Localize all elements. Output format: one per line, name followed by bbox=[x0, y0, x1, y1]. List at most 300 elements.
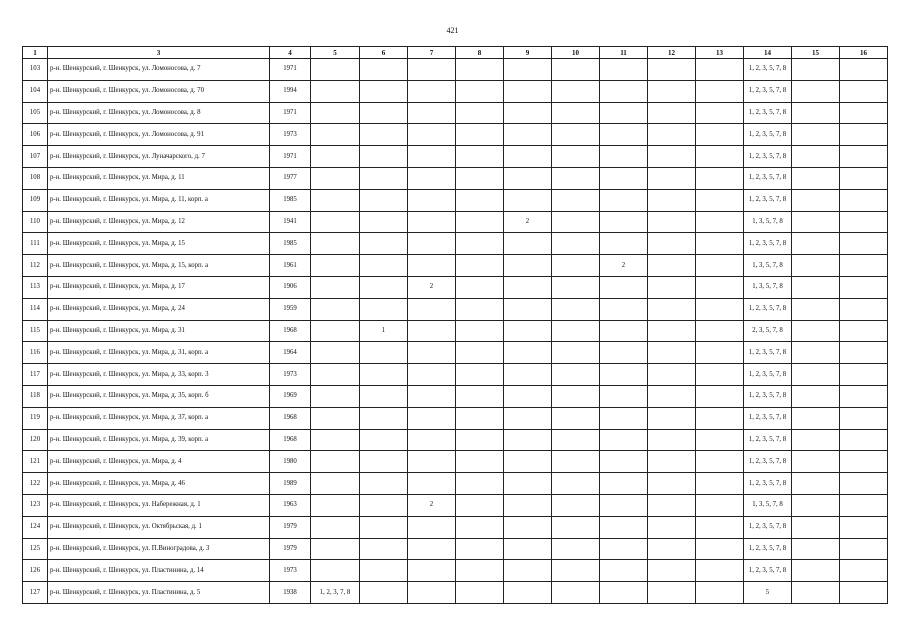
col14-cell: 1, 2, 3, 5, 7, 8 bbox=[744, 429, 792, 451]
col5-cell bbox=[311, 494, 360, 516]
col14-cell: 1, 2, 3, 5, 7, 8 bbox=[744, 560, 792, 582]
col16-cell bbox=[840, 516, 888, 538]
col7-cell bbox=[408, 146, 456, 168]
col12-cell bbox=[648, 560, 696, 582]
col8-cell bbox=[456, 342, 504, 364]
year-cell: 1971 bbox=[270, 59, 311, 81]
col14-cell: 1, 2, 3, 5, 7, 8 bbox=[744, 538, 792, 560]
col13-cell bbox=[696, 494, 744, 516]
col9-cell bbox=[504, 342, 552, 364]
col6-cell bbox=[360, 124, 408, 146]
col7-cell bbox=[408, 167, 456, 189]
col5-cell bbox=[311, 385, 360, 407]
col5-cell bbox=[311, 276, 360, 298]
col11-cell bbox=[600, 146, 648, 168]
col16-cell bbox=[840, 146, 888, 168]
col9-cell bbox=[504, 189, 552, 211]
col6-cell bbox=[360, 538, 408, 560]
col14-cell: 1, 2, 3, 5, 7, 8 bbox=[744, 80, 792, 102]
col11-cell bbox=[600, 59, 648, 81]
year-cell: 1971 bbox=[270, 102, 311, 124]
col8-cell bbox=[456, 59, 504, 81]
col16-cell bbox=[840, 364, 888, 386]
row-number-cell: 126 bbox=[23, 560, 48, 582]
col10-cell bbox=[552, 516, 600, 538]
address-cell: р-н. Шенкурский, г. Шенкурск, ул. Мира, д. 46 bbox=[48, 473, 270, 495]
table-row bbox=[23, 59, 888, 81]
col5-cell bbox=[311, 560, 360, 582]
col11-cell bbox=[600, 494, 648, 516]
col10-cell bbox=[552, 342, 600, 364]
col9-cell bbox=[504, 407, 552, 429]
column-header: 10 bbox=[552, 47, 600, 59]
col9-cell bbox=[504, 560, 552, 582]
col12-cell bbox=[648, 255, 696, 277]
table-row bbox=[23, 167, 888, 189]
col10-cell bbox=[552, 298, 600, 320]
col9-cell bbox=[504, 320, 552, 342]
table-row bbox=[23, 276, 888, 298]
col14-cell: 1, 2, 3, 5, 7, 8 bbox=[744, 364, 792, 386]
col7-cell bbox=[408, 124, 456, 146]
col8-cell bbox=[456, 364, 504, 386]
col15-cell bbox=[792, 102, 840, 124]
address-cell: р-н. Шенкурский, г. Шенкурск, ул. Ломоносова, д. 7 bbox=[48, 59, 270, 81]
col15-cell bbox=[792, 407, 840, 429]
column-header: 8 bbox=[456, 47, 504, 59]
col16-cell bbox=[840, 298, 888, 320]
row-number-cell: 116 bbox=[23, 342, 48, 364]
col5-cell bbox=[311, 298, 360, 320]
col13-cell bbox=[696, 233, 744, 255]
address-cell: р-н. Шенкурский, г. Шенкурск, ул. Пластинина, д. 14 bbox=[48, 560, 270, 582]
col15-cell bbox=[792, 233, 840, 255]
col5-cell bbox=[311, 473, 360, 495]
col8-cell bbox=[456, 233, 504, 255]
col7-cell bbox=[408, 364, 456, 386]
col16-cell bbox=[840, 189, 888, 211]
col7-cell bbox=[408, 385, 456, 407]
col10-cell bbox=[552, 494, 600, 516]
col7-cell bbox=[408, 102, 456, 124]
col11-cell bbox=[600, 124, 648, 146]
col16-cell bbox=[840, 429, 888, 451]
col12-cell bbox=[648, 233, 696, 255]
col5-cell bbox=[311, 211, 360, 233]
col6-cell: 1 bbox=[360, 320, 408, 342]
col15-cell bbox=[792, 364, 840, 386]
address-cell: р-н. Шенкурский, г. Шенкурск, ул. Октябрьская, д. 1 bbox=[48, 516, 270, 538]
col15-cell bbox=[792, 124, 840, 146]
col15-cell bbox=[792, 451, 840, 473]
table-row bbox=[23, 516, 888, 538]
col11-cell bbox=[600, 276, 648, 298]
table-row bbox=[23, 538, 888, 560]
col14-cell: 1, 2, 3, 5, 7, 8 bbox=[744, 189, 792, 211]
col9-cell bbox=[504, 494, 552, 516]
col13-cell bbox=[696, 364, 744, 386]
col8-cell bbox=[456, 516, 504, 538]
col12-cell bbox=[648, 102, 696, 124]
col14-cell: 1, 2, 3, 5, 7, 8 bbox=[744, 102, 792, 124]
col6-cell bbox=[360, 429, 408, 451]
col11-cell bbox=[600, 582, 648, 604]
col11-cell bbox=[600, 385, 648, 407]
col16-cell bbox=[840, 255, 888, 277]
row-number-cell: 119 bbox=[23, 407, 48, 429]
col9-cell bbox=[504, 167, 552, 189]
col6-cell bbox=[360, 385, 408, 407]
col12-cell bbox=[648, 146, 696, 168]
col16-cell bbox=[840, 582, 888, 604]
col10-cell bbox=[552, 124, 600, 146]
col15-cell bbox=[792, 146, 840, 168]
page-number: 421 bbox=[446, 26, 459, 35]
col14-cell: 1, 2, 3, 5, 7, 8 bbox=[744, 516, 792, 538]
col7-cell bbox=[408, 342, 456, 364]
year-cell: 1985 bbox=[270, 189, 311, 211]
col16-cell bbox=[840, 385, 888, 407]
row-number-cell: 105 bbox=[23, 102, 48, 124]
row-number-cell: 109 bbox=[23, 189, 48, 211]
col5-cell bbox=[311, 167, 360, 189]
col6-cell bbox=[360, 80, 408, 102]
year-cell: 1977 bbox=[270, 167, 311, 189]
col13-cell bbox=[696, 298, 744, 320]
table-body bbox=[23, 59, 888, 604]
col10-cell bbox=[552, 167, 600, 189]
col12-cell bbox=[648, 429, 696, 451]
col8-cell bbox=[456, 407, 504, 429]
col15-cell bbox=[792, 59, 840, 81]
col8-cell bbox=[456, 429, 504, 451]
col10-cell bbox=[552, 80, 600, 102]
col7-cell bbox=[408, 473, 456, 495]
column-header: 3 bbox=[48, 47, 270, 59]
col5-cell bbox=[311, 80, 360, 102]
row-number-cell: 110 bbox=[23, 211, 48, 233]
col6-cell bbox=[360, 342, 408, 364]
table-row bbox=[23, 494, 888, 516]
col7-cell: 2 bbox=[408, 494, 456, 516]
col11-cell bbox=[600, 102, 648, 124]
col13-cell bbox=[696, 342, 744, 364]
col15-cell bbox=[792, 255, 840, 277]
col7-cell bbox=[408, 80, 456, 102]
col13-cell bbox=[696, 516, 744, 538]
col14-cell: 1, 2, 3, 5, 7, 8 bbox=[744, 407, 792, 429]
col13-cell bbox=[696, 276, 744, 298]
col14-cell: 1, 3, 5, 7, 8 bbox=[744, 255, 792, 277]
col6-cell bbox=[360, 233, 408, 255]
col5-cell bbox=[311, 516, 360, 538]
col15-cell bbox=[792, 429, 840, 451]
address-cell: р-н. Шенкурский, г. Шенкурск, ул. Набережная, д. 1 bbox=[48, 494, 270, 516]
address-cell: р-н. Шенкурский, г. Шенкурск, ул. Мира, д. 4 bbox=[48, 451, 270, 473]
col14-cell: 1, 3, 5, 7, 8 bbox=[744, 494, 792, 516]
col16-cell bbox=[840, 102, 888, 124]
col14-cell: 1, 2, 3, 5, 7, 8 bbox=[744, 385, 792, 407]
row-number-cell: 124 bbox=[23, 516, 48, 538]
col16-cell bbox=[840, 211, 888, 233]
table-row bbox=[23, 582, 888, 604]
col7-cell bbox=[408, 189, 456, 211]
col5-cell bbox=[311, 407, 360, 429]
table-row bbox=[23, 102, 888, 124]
col8-cell bbox=[456, 538, 504, 560]
column-header: 4 bbox=[270, 47, 311, 59]
col13-cell bbox=[696, 102, 744, 124]
col11-cell: 2 bbox=[600, 255, 648, 277]
col7-cell: 2 bbox=[408, 276, 456, 298]
col8-cell bbox=[456, 189, 504, 211]
year-cell: 1989 bbox=[270, 473, 311, 495]
col15-cell bbox=[792, 167, 840, 189]
col6-cell bbox=[360, 407, 408, 429]
col12-cell bbox=[648, 342, 696, 364]
row-number-cell: 127 bbox=[23, 582, 48, 604]
address-cell: р-н. Шенкурский, г. Шенкурск, ул. Мира, д. 12 bbox=[48, 211, 270, 233]
col5-cell bbox=[311, 146, 360, 168]
col11-cell bbox=[600, 189, 648, 211]
col14-cell: 1, 2, 3, 5, 7, 8 bbox=[744, 59, 792, 81]
col9-cell bbox=[504, 255, 552, 277]
table-row bbox=[23, 560, 888, 582]
table-row bbox=[23, 342, 888, 364]
col8-cell bbox=[456, 320, 504, 342]
col8-cell bbox=[456, 276, 504, 298]
row-number-cell: 117 bbox=[23, 364, 48, 386]
table-row bbox=[23, 473, 888, 495]
address-cell: р-н. Шенкурский, г. Шенкурск, ул. Мира, д. 31 bbox=[48, 320, 270, 342]
col13-cell bbox=[696, 255, 744, 277]
col8-cell bbox=[456, 211, 504, 233]
column-header: 6 bbox=[360, 47, 408, 59]
table-row bbox=[23, 298, 888, 320]
col12-cell bbox=[648, 538, 696, 560]
col10-cell bbox=[552, 385, 600, 407]
col8-cell bbox=[456, 473, 504, 495]
column-header: 12 bbox=[648, 47, 696, 59]
col6-cell bbox=[360, 560, 408, 582]
col16-cell bbox=[840, 59, 888, 81]
table-row bbox=[23, 255, 888, 277]
col8-cell bbox=[456, 124, 504, 146]
col6-cell bbox=[360, 59, 408, 81]
col13-cell bbox=[696, 538, 744, 560]
year-cell: 1980 bbox=[270, 451, 311, 473]
year-cell: 1963 bbox=[270, 494, 311, 516]
col7-cell bbox=[408, 407, 456, 429]
col11-cell bbox=[600, 538, 648, 560]
year-cell: 1968 bbox=[270, 429, 311, 451]
col9-cell bbox=[504, 80, 552, 102]
row-number-cell: 114 bbox=[23, 298, 48, 320]
col6-cell bbox=[360, 494, 408, 516]
col15-cell bbox=[792, 582, 840, 604]
row-number-cell: 113 bbox=[23, 276, 48, 298]
address-cell: р-н. Шенкурский, г. Шенкурск, ул. Мира, д. 11 bbox=[48, 167, 270, 189]
col15-cell bbox=[792, 473, 840, 495]
col8-cell bbox=[456, 255, 504, 277]
col6-cell bbox=[360, 276, 408, 298]
col6-cell bbox=[360, 255, 408, 277]
col8-cell bbox=[456, 451, 504, 473]
col16-cell bbox=[840, 80, 888, 102]
col10-cell bbox=[552, 560, 600, 582]
year-cell: 1973 bbox=[270, 124, 311, 146]
year-cell: 1938 bbox=[270, 582, 311, 604]
col10-cell bbox=[552, 59, 600, 81]
col5-cell bbox=[311, 342, 360, 364]
address-cell: р-н. Шенкурский, г. Шенкурск, ул. Ломоносова, д. 91 bbox=[48, 124, 270, 146]
col8-cell bbox=[456, 167, 504, 189]
year-cell: 1973 bbox=[270, 364, 311, 386]
col6-cell bbox=[360, 211, 408, 233]
col5-cell bbox=[311, 233, 360, 255]
address-cell: р-н. Шенкурский, г. Шенкурск, ул. Мира, д. 24 bbox=[48, 298, 270, 320]
col13-cell bbox=[696, 407, 744, 429]
col15-cell bbox=[792, 189, 840, 211]
address-cell: р-н. Шенкурский, г. Шенкурск, ул. Мира, д. 39, корп. а bbox=[48, 429, 270, 451]
col15-cell bbox=[792, 385, 840, 407]
col16-cell bbox=[840, 494, 888, 516]
col7-cell bbox=[408, 516, 456, 538]
year-cell: 1968 bbox=[270, 320, 311, 342]
column-header: 15 bbox=[792, 47, 840, 59]
col6-cell bbox=[360, 582, 408, 604]
col11-cell bbox=[600, 451, 648, 473]
col16-cell bbox=[840, 342, 888, 364]
col6-cell bbox=[360, 146, 408, 168]
table-row bbox=[23, 407, 888, 429]
col11-cell bbox=[600, 364, 648, 386]
column-header: 9 bbox=[504, 47, 552, 59]
row-number-cell: 121 bbox=[23, 451, 48, 473]
col11-cell bbox=[600, 211, 648, 233]
col8-cell bbox=[456, 102, 504, 124]
col9-cell bbox=[504, 429, 552, 451]
col12-cell bbox=[648, 451, 696, 473]
row-number-cell: 112 bbox=[23, 255, 48, 277]
col13-cell bbox=[696, 582, 744, 604]
col15-cell bbox=[792, 516, 840, 538]
col15-cell bbox=[792, 560, 840, 582]
table-row bbox=[23, 80, 888, 102]
col14-cell: 1, 2, 3, 5, 7, 8 bbox=[744, 124, 792, 146]
col14-cell: 1, 2, 3, 5, 7, 8 bbox=[744, 451, 792, 473]
address-cell: р-н. Шенкурский, г. Шенкурск, ул. Мира, д. 15, корп. а bbox=[48, 255, 270, 277]
col8-cell bbox=[456, 80, 504, 102]
col11-cell bbox=[600, 473, 648, 495]
col12-cell bbox=[648, 320, 696, 342]
year-cell: 1985 bbox=[270, 233, 311, 255]
col11-cell bbox=[600, 342, 648, 364]
year-cell: 1968 bbox=[270, 407, 311, 429]
col9-cell bbox=[504, 582, 552, 604]
col12-cell bbox=[648, 473, 696, 495]
col16-cell bbox=[840, 124, 888, 146]
col15-cell bbox=[792, 276, 840, 298]
col11-cell bbox=[600, 429, 648, 451]
year-cell: 1979 bbox=[270, 516, 311, 538]
year-cell: 1906 bbox=[270, 276, 311, 298]
col12-cell bbox=[648, 385, 696, 407]
column-header: 16 bbox=[840, 47, 888, 59]
col9-cell bbox=[504, 102, 552, 124]
row-number-cell: 118 bbox=[23, 385, 48, 407]
col7-cell bbox=[408, 255, 456, 277]
col16-cell bbox=[840, 538, 888, 560]
col7-cell bbox=[408, 451, 456, 473]
address-cell: р-н. Шенкурский, г. Шенкурск, ул. Мира, д. 33, корп. 3 bbox=[48, 364, 270, 386]
col6-cell bbox=[360, 102, 408, 124]
col8-cell bbox=[456, 494, 504, 516]
address-cell: р-н. Шенкурский, г. Шенкурск, ул. Мира, д. 35, корп. б bbox=[48, 385, 270, 407]
col5-cell bbox=[311, 189, 360, 211]
year-cell: 1941 bbox=[270, 211, 311, 233]
col7-cell bbox=[408, 320, 456, 342]
col9-cell bbox=[504, 298, 552, 320]
col9-cell bbox=[504, 124, 552, 146]
col10-cell bbox=[552, 320, 600, 342]
col13-cell bbox=[696, 451, 744, 473]
table-row bbox=[23, 124, 888, 146]
address-cell: р-н. Шенкурский, г. Шенкурск, ул. Ломоносова, д. 8 bbox=[48, 102, 270, 124]
col9-cell bbox=[504, 385, 552, 407]
col16-cell bbox=[840, 451, 888, 473]
col16-cell bbox=[840, 233, 888, 255]
col11-cell bbox=[600, 80, 648, 102]
col14-cell: 1, 2, 3, 5, 7, 8 bbox=[744, 473, 792, 495]
year-cell: 1971 bbox=[270, 146, 311, 168]
year-cell: 1961 bbox=[270, 255, 311, 277]
col10-cell bbox=[552, 276, 600, 298]
col5-cell bbox=[311, 538, 360, 560]
col7-cell bbox=[408, 538, 456, 560]
col13-cell bbox=[696, 124, 744, 146]
column-header: 14 bbox=[744, 47, 792, 59]
col5-cell bbox=[311, 255, 360, 277]
col11-cell bbox=[600, 233, 648, 255]
col8-cell bbox=[456, 582, 504, 604]
header-row bbox=[23, 47, 888, 59]
col5-cell bbox=[311, 320, 360, 342]
col10-cell bbox=[552, 582, 600, 604]
col7-cell bbox=[408, 211, 456, 233]
col13-cell bbox=[696, 211, 744, 233]
col15-cell bbox=[792, 494, 840, 516]
col15-cell bbox=[792, 298, 840, 320]
col5-cell bbox=[311, 451, 360, 473]
table-row bbox=[23, 451, 888, 473]
address-cell: р-н. Шенкурский, г. Шенкурск, ул. Луначарского, д. 7 bbox=[48, 146, 270, 168]
col12-cell bbox=[648, 516, 696, 538]
col8-cell bbox=[456, 385, 504, 407]
col14-cell: 1, 2, 3, 5, 7, 8 bbox=[744, 146, 792, 168]
address-cell: р-н. Шенкурский, г. Шенкурск, ул. Мира, д. 37, корп. а bbox=[48, 407, 270, 429]
column-header: 5 bbox=[311, 47, 360, 59]
register-table bbox=[22, 46, 888, 604]
row-number-cell: 122 bbox=[23, 473, 48, 495]
address-cell: р-н. Шенкурский, г. Шенкурск, ул. Мира, д. 15 bbox=[48, 233, 270, 255]
col5-cell: 1, 2, 3, 7, 8 bbox=[311, 582, 360, 604]
col13-cell bbox=[696, 167, 744, 189]
col15-cell bbox=[792, 538, 840, 560]
row-number-cell: 123 bbox=[23, 494, 48, 516]
column-header: 7 bbox=[408, 47, 456, 59]
col6-cell bbox=[360, 451, 408, 473]
